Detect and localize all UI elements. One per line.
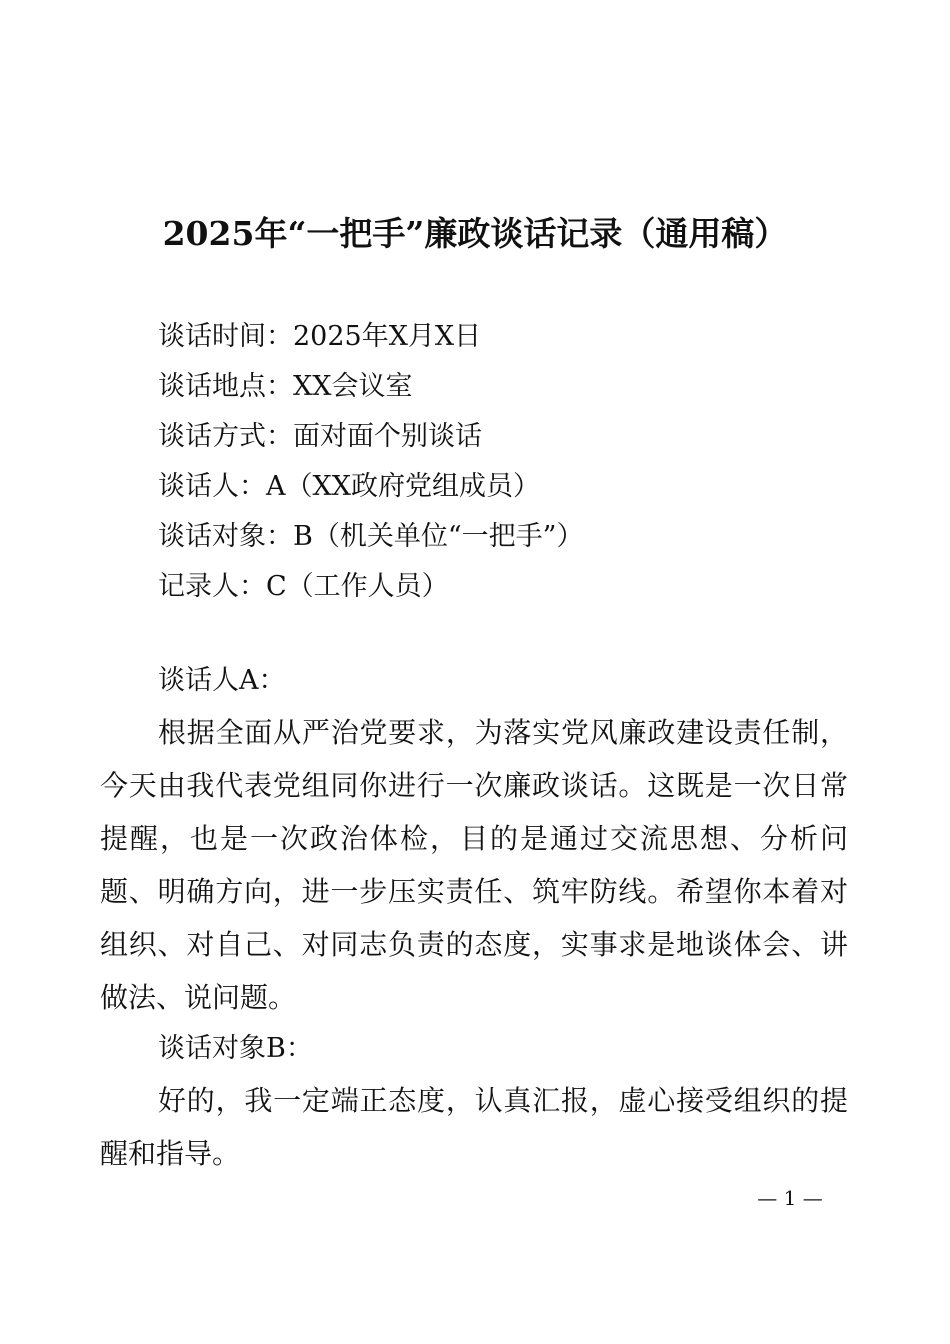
meta-time: 谈话时间：2025年X月X日 [158, 321, 482, 352]
meta-block [158, 312, 583, 612]
meta-recorder: 记录人：C（工作人员） [158, 571, 449, 602]
meta-method: 谈话方式：面对面个别谈话 [158, 421, 482, 452]
meta-interviewer: 谈话人：A（XX政府党组成员） [158, 471, 540, 502]
meta-interviewee: 谈话对象：B（机关单位“一把手”） [158, 521, 584, 552]
speaker-b-label: 谈话对象B： [158, 1033, 313, 1064]
document-title: 2025年“一把手”廉政谈话记录（通用稿） [162, 214, 788, 253]
page-number: — 1 — [757, 1186, 823, 1210]
speaker-a-label: 谈话人A： [158, 665, 286, 696]
speaker-a-paragraph: 根据全面从严治党要求，为落实党风廉政建设责任制，今天由我代表党组同你进行一次廉政谈话。这既是一次日常提醒，也是一次政治体检，目的是通过交流思想、分析问题、明确方向，进一步压实责任、筑牢防线。希望你本着对组织、对自己、对同志负责的态度，实事求是地谈体会、讲做法、说问题。 [100, 716, 848, 1014]
dialogue-body [100, 656, 848, 1180]
meta-location: 谈话地点：XX会议室 [158, 371, 413, 402]
speaker-b-paragraph: 好的，我一定端正态度，认真汇报，虚心接受组织的提醒和指导。 [100, 1084, 848, 1170]
